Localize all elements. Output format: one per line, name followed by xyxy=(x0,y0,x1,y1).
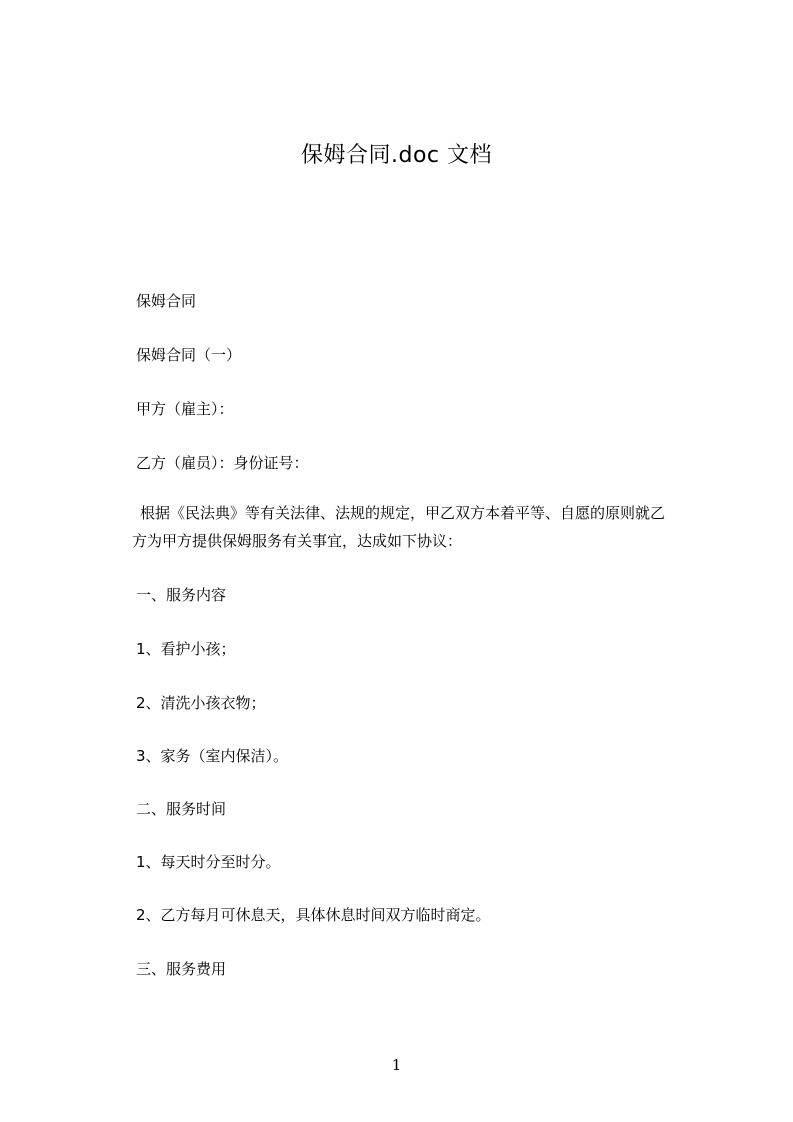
list-item-laundry: 2、清洗小孩衣物； xyxy=(136,694,266,712)
section-heading-service-fees: 三、服务费用 xyxy=(136,960,227,978)
preamble-line-1: 根据《民法典》等有关法律、法规的规定，甲乙双方本着平等、自愿的原则就乙 xyxy=(140,504,666,522)
paragraph-preamble xyxy=(132,499,716,555)
page-number: 1 xyxy=(391,1056,402,1074)
list-item-rest-days: 2、乙方每月可休息天，具体休息时间双方临时商定。 xyxy=(136,906,491,924)
paragraph-party-a: 甲方（雇主）： xyxy=(136,400,234,418)
paragraph-party-b: 乙方（雇员）：身份证号： xyxy=(136,454,309,472)
paragraph-contract-heading: 保姆合同 xyxy=(136,292,197,310)
preamble-line-2: 方为甲方提供保姆服务有关事宜，达成如下协议： xyxy=(132,532,463,550)
section-heading-service-content: 一、服务内容 xyxy=(136,586,227,604)
paragraph-contract-subheading: 保姆合同（一） xyxy=(136,346,242,364)
section-heading-service-time: 二、服务时间 xyxy=(136,800,227,818)
list-item-housework: 3、家务（室内保洁）。 xyxy=(136,747,289,765)
list-item-childcare: 1、看护小孩； xyxy=(136,640,236,658)
document-title: 保姆合同.doc 文档 xyxy=(300,143,492,168)
list-item-daily-hours: 1、每天时分至时分。 xyxy=(136,853,281,871)
